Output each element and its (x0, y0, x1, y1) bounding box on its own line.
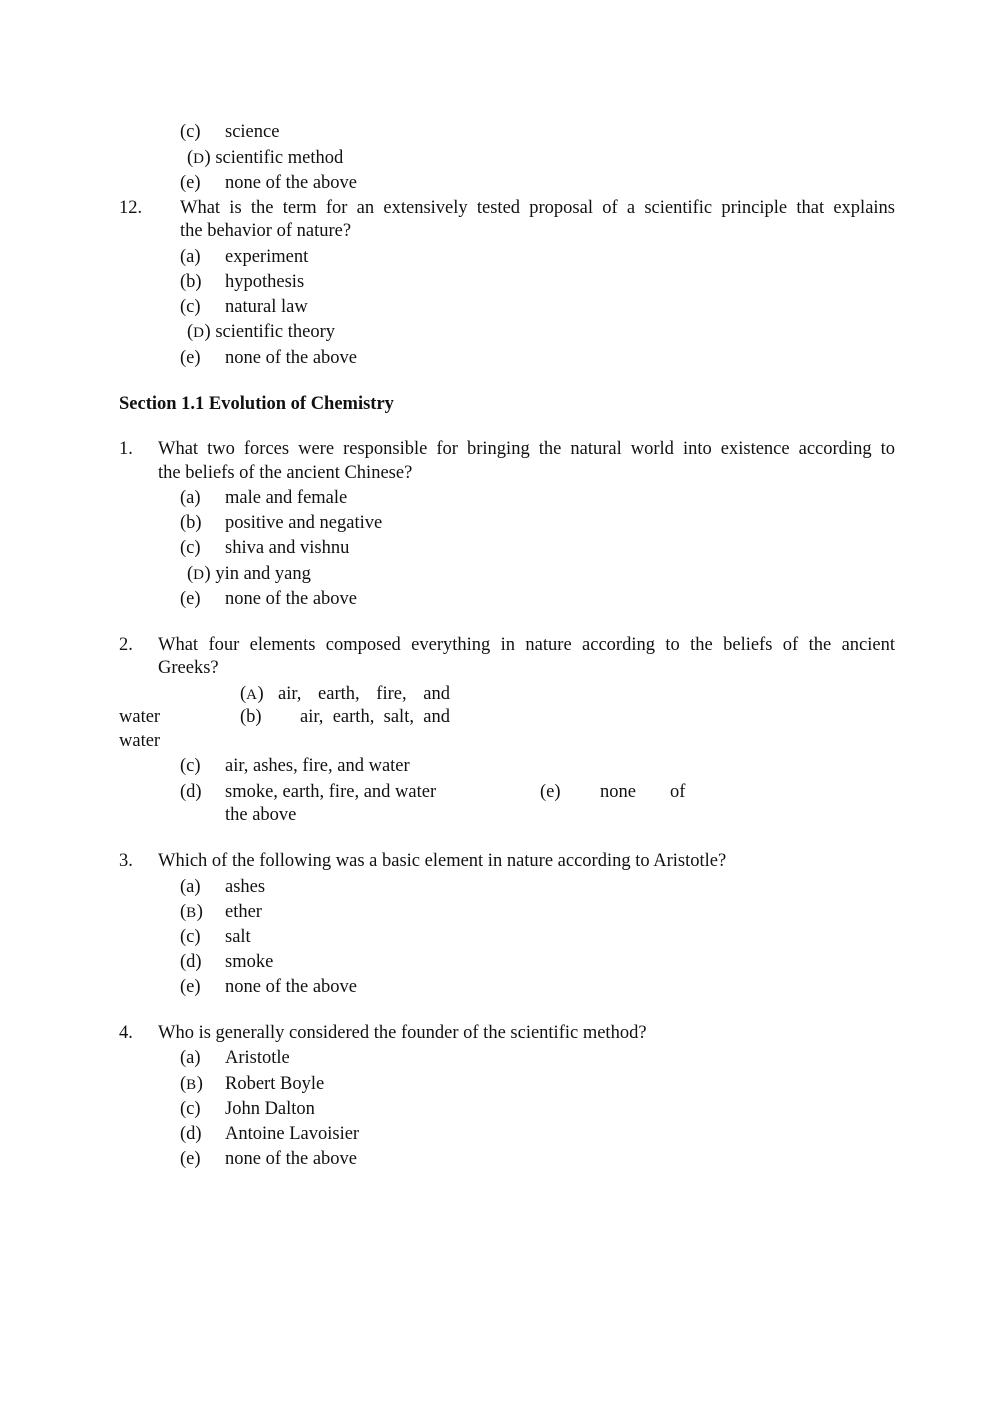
option-label: (d) (180, 952, 202, 972)
option-row (180, 926, 251, 948)
option-text: air, earth, fire, and (278, 684, 450, 704)
option-row (180, 1123, 360, 1145)
option-label-smallcaps: D (193, 567, 205, 583)
option-row (180, 951, 274, 973)
option-row (180, 976, 358, 998)
option-label: (d) (180, 1124, 202, 1144)
option-text: of (670, 782, 686, 802)
option-text: yin and yang (215, 564, 311, 584)
option-row (180, 271, 305, 293)
option-text: science (225, 122, 280, 142)
section-title: Section 1.1 Evolution of Chemistry (119, 394, 394, 414)
option-label: (b) (180, 272, 202, 292)
option-text: positive and negative (225, 513, 383, 533)
option-text: smoke, earth, fire, and water (225, 782, 437, 802)
option-label: (c) (180, 122, 201, 142)
option-text-wrap: water (119, 731, 161, 751)
question-text-line: the behavior of nature? (180, 221, 352, 241)
question-text-line: Greeks? (158, 658, 219, 678)
option-label-smallcaps: D (193, 325, 205, 341)
option-text: none of the above (225, 173, 358, 193)
option-text: John Dalton (225, 1099, 315, 1119)
option-text: air, ashes, fire, and water (225, 756, 410, 776)
option-label: (e) (180, 977, 201, 997)
question-text-line: What four elements composed everything in nature according to the beliefs of the ancient (158, 635, 895, 655)
option-text: scientific theory (215, 322, 336, 342)
option-label: (e) (180, 589, 201, 609)
option-label-smallcaps: B (186, 905, 197, 921)
option-text: none of the above (225, 1149, 358, 1169)
question-text-line: Who is generally considered the founder of the scientific method? (158, 1023, 647, 1043)
option-row (180, 296, 308, 318)
option-text: hypothesis (225, 272, 305, 292)
option-text: scientific method (215, 148, 344, 168)
option-row: (B) ether (180, 902, 262, 922)
option-text-wrap: water (119, 707, 161, 727)
option-label: (c) (180, 756, 201, 776)
question-number: 1. (119, 439, 133, 459)
option-row (180, 876, 266, 898)
option-text: Aristotle (225, 1048, 290, 1068)
option-text: shiva and vishnu (225, 538, 350, 558)
option-text: natural law (225, 297, 308, 317)
option-row (180, 1148, 358, 1170)
option-label: (e) (540, 782, 561, 802)
option-text-wrap: the above (225, 805, 297, 825)
option-row: (B) Robert Boyle (180, 1074, 325, 1094)
option-label: (c) (180, 1099, 201, 1119)
option-row (180, 347, 358, 369)
question-number: 4. (119, 1023, 133, 1043)
option-row (180, 1047, 290, 1069)
option-row: (D) scientific theory (187, 322, 336, 342)
question-text-line: What is the term for an extensively tested proposal of a scientific principle that explains (180, 198, 895, 218)
option-label-smallcaps: D (193, 151, 205, 167)
option-text: none (600, 782, 636, 802)
option-text: ashes (225, 877, 266, 897)
option-row (180, 512, 383, 534)
option-row (180, 588, 358, 610)
option-row (180, 1098, 315, 1120)
option-row (180, 781, 437, 803)
option-text: none of the above (225, 977, 358, 997)
option-label: (c) (180, 297, 201, 317)
option-text: salt (225, 927, 251, 947)
option-label: (a) (180, 877, 201, 897)
option-text: Robert Boyle (225, 1074, 325, 1094)
option-label: (c) (180, 538, 201, 558)
option-text: none of the above (225, 589, 358, 609)
option-label: (b) (180, 513, 202, 533)
option-label: (a) (180, 247, 201, 267)
option-text: air, earth, salt, and (300, 707, 450, 727)
option-row: (D) scientific method (187, 148, 344, 168)
option-label: (c) (180, 927, 201, 947)
option-label: (e) (180, 1149, 201, 1169)
option-row (180, 755, 410, 777)
question-text-line: Which of the following was a basic element in nature according to Aristotle? (158, 851, 727, 871)
option-text: Antoine Lavoisier (225, 1124, 360, 1144)
question-number: 12. (119, 198, 143, 218)
option-row (180, 121, 280, 143)
option-text: none of the above (225, 348, 358, 368)
option-row: (A) (240, 684, 264, 704)
option-label: (d) (180, 782, 202, 802)
option-row (180, 246, 309, 268)
option-label-smallcaps: A (246, 687, 258, 703)
option-label-smallcaps: B (186, 1077, 197, 1093)
question-text-line: the beliefs of the ancient Chinese? (158, 463, 413, 483)
option-row (180, 487, 348, 509)
option-label: (a) (180, 488, 201, 508)
question-number: 2. (119, 635, 133, 655)
option-text: male and female (225, 488, 348, 508)
option-label: (a) (180, 1048, 201, 1068)
option-row: (D) yin and yang (187, 564, 311, 584)
question-number: 3. (119, 851, 133, 871)
option-text: smoke (225, 952, 274, 972)
option-label: (e) (180, 173, 201, 193)
option-label: (b) (240, 707, 262, 727)
option-row (180, 537, 350, 559)
option-row (180, 172, 358, 194)
option-text: experiment (225, 247, 309, 267)
option-text: ether (225, 902, 262, 922)
option-label: (e) (180, 348, 201, 368)
question-text-line: What two forces were responsible for bringing the natural world into existence according to (158, 439, 895, 459)
